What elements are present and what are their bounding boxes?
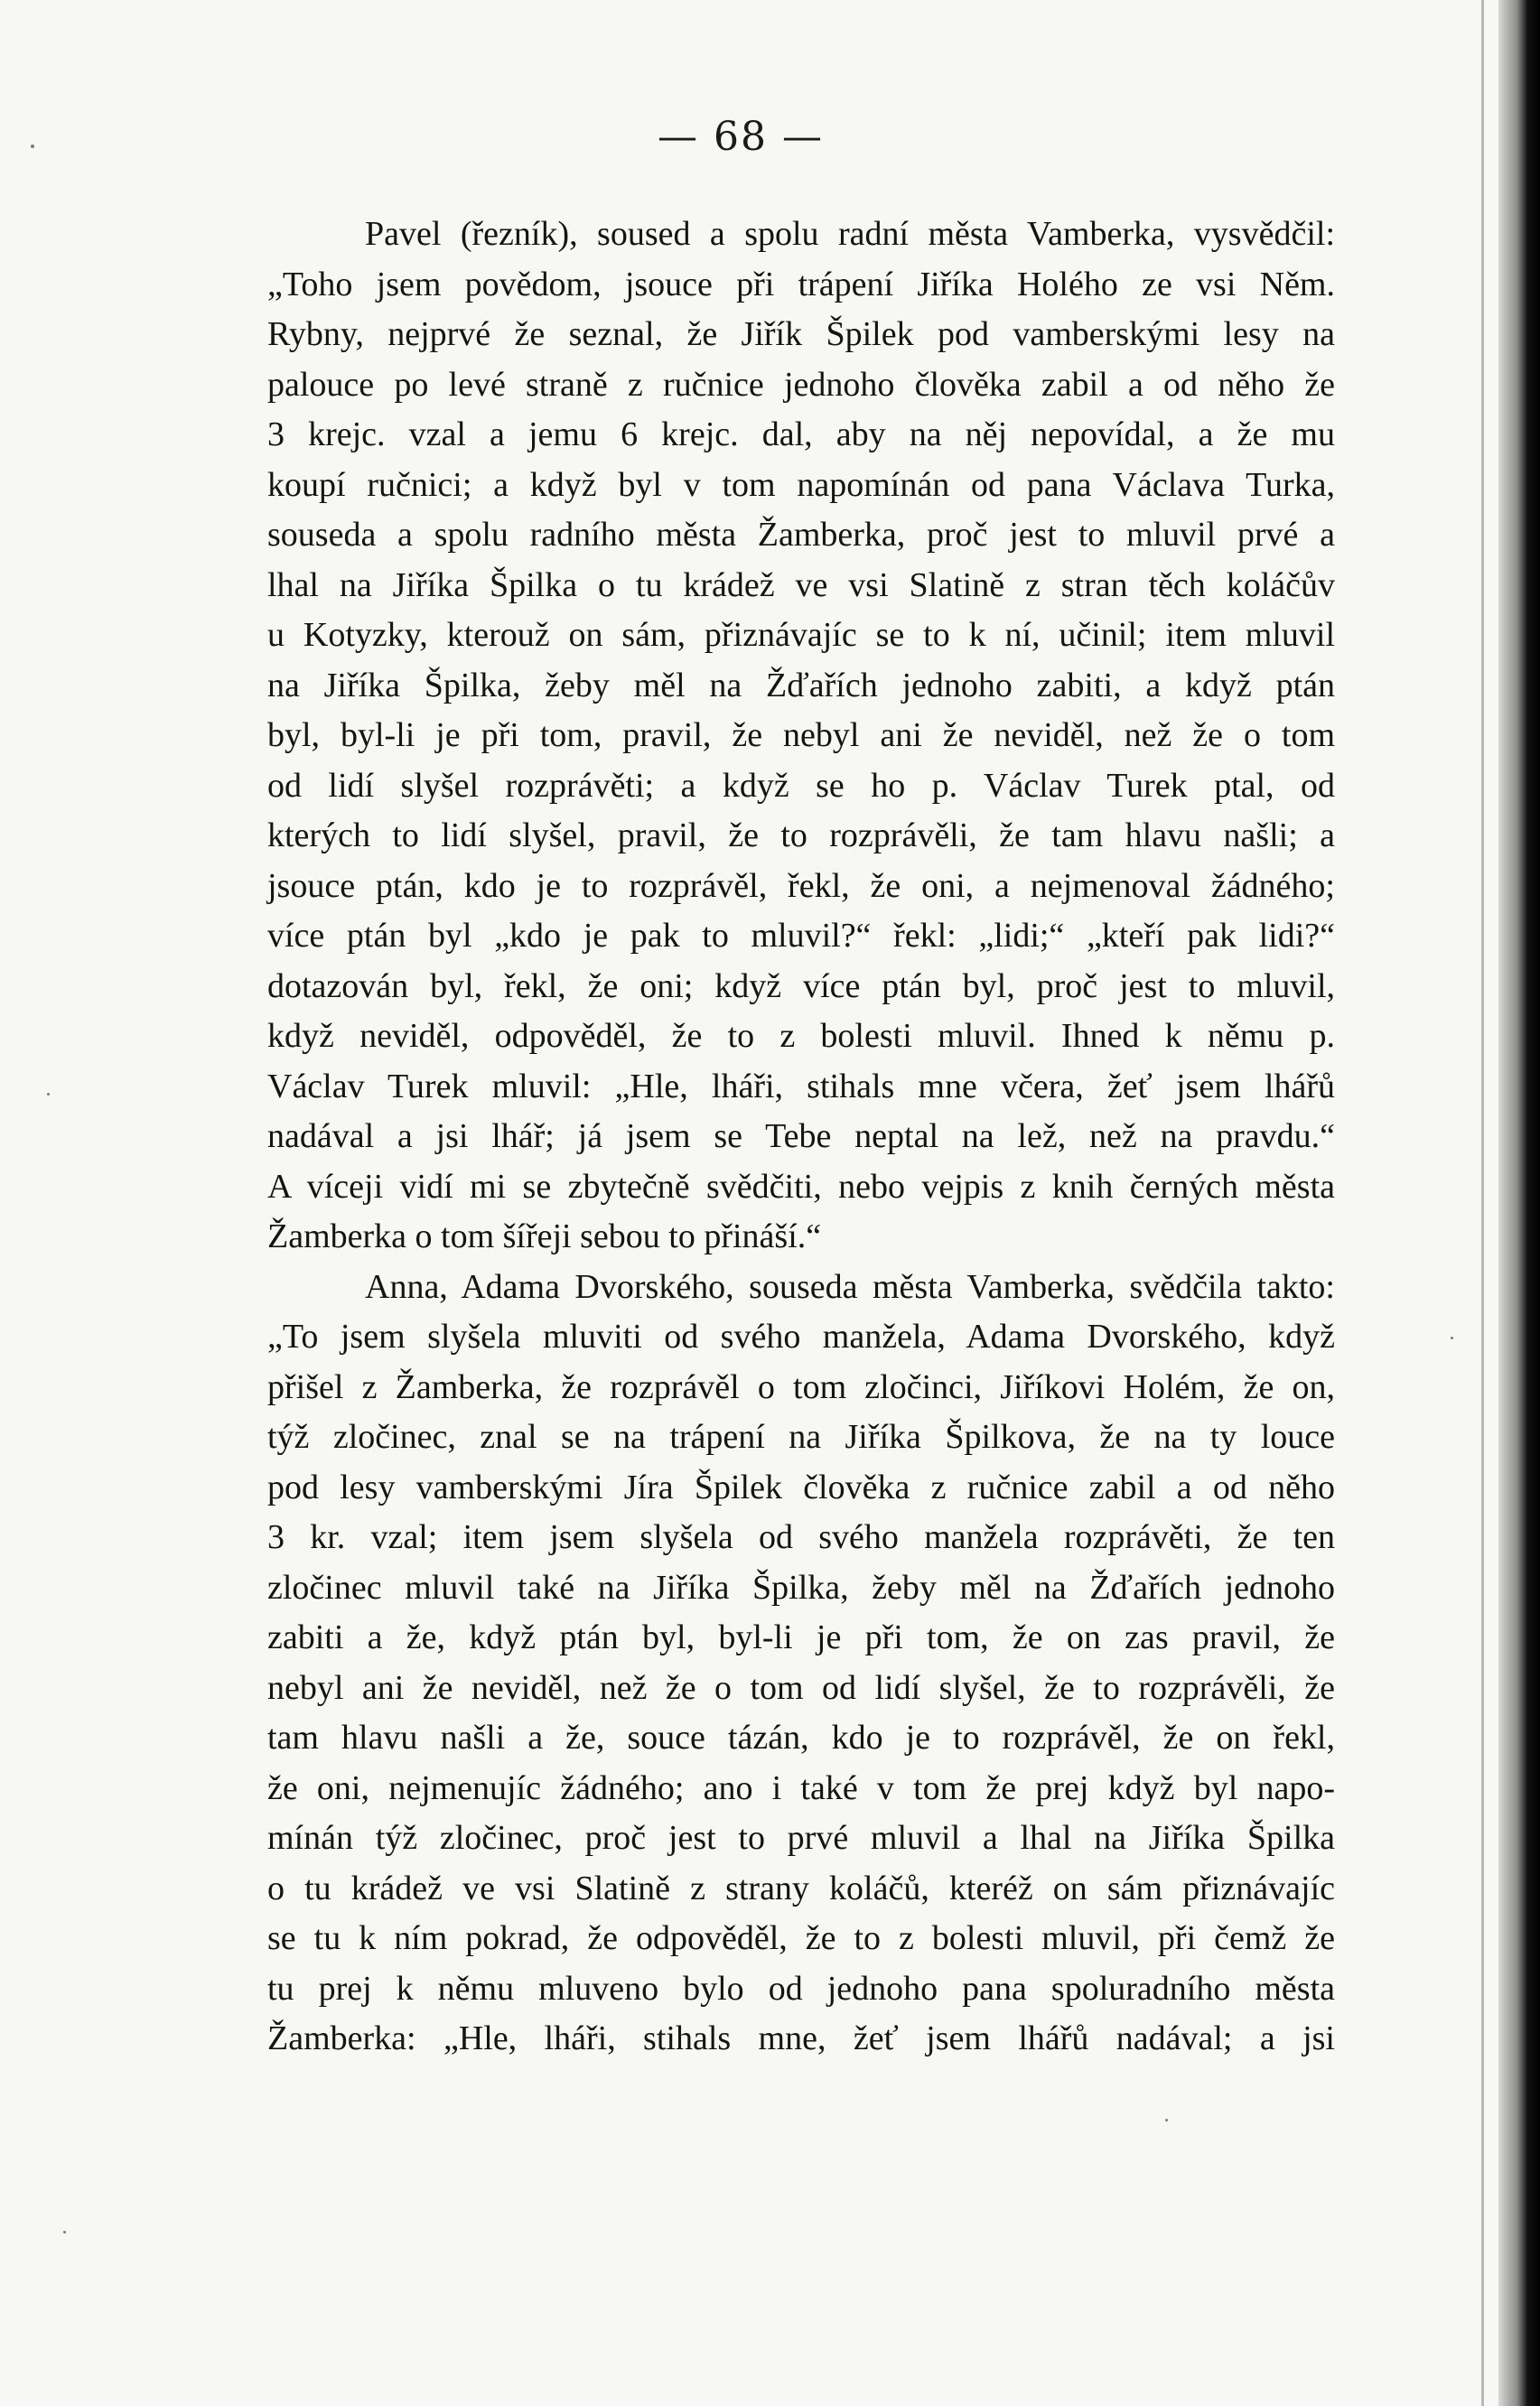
text-line: zabiti a že, když ptán byl, byl-li je při tom, že on zas pravil, že xyxy=(267,1618,1335,1656)
text-line: lhal na Jiříka Špilka o tu krádež ve vsi Slatině z stran těch koláčův xyxy=(267,565,1335,604)
paragraph-2 xyxy=(170,1263,1335,2065)
text-line: 3 krejc. vzal a jemu 6 krejc. dal, aby na něj nepovídal, a že mu xyxy=(267,415,1335,453)
body-text xyxy=(170,210,1335,2065)
text-line: Rybny, nejprvé že seznal, že Jiřík Špilek pod vamberskými lesy na xyxy=(267,315,1335,353)
text-line: palouce po levé straně z ručnice jednoho člověka zabil a od něho že xyxy=(267,365,1335,404)
text-line: byl, byl-li je při tom, pravil, že nebyl ani že neviděl, než že o tom xyxy=(267,716,1335,754)
text-line: dotazován byl, řekl, že oni; když více ptán byl, proč jest to mluvil, xyxy=(267,966,1335,1005)
text-line: zločinec mluvil také na Jiříka Špilka, žeby měl na Žďařích jednoho xyxy=(267,1568,1335,1607)
text-line: „Toho jsem povědom, jsouce při trápení Jiříka Holého ze vsi Něm. xyxy=(267,265,1335,303)
text-line: se tu k ním pokrad, že odpověděl, že to z bolesti mluvil, při čemž že xyxy=(267,1919,1335,1957)
text-line: 3 kr. vzal; item jsem slyšela od svého manžela rozprávěti, že ten xyxy=(267,1518,1335,1556)
text-line: u Kotyzky, kterouž on sám, přiznávajíc se to k ní, učinil; item mluvil xyxy=(267,616,1335,654)
text-line: nadával a jsi lhář; já jsem se Tebe neptal na lež, než na pravdu.“ xyxy=(267,1117,1335,1155)
paragraph-1 xyxy=(170,210,1335,1263)
page-edge-line xyxy=(1481,0,1484,2406)
text-line: více ptán byl „kdo je pak to mluvil?“ řekl: „lidi;“ „kteří pak lidi?“ xyxy=(267,917,1335,955)
scan-speck xyxy=(47,1093,50,1096)
text-line: A víceji vidí mi se zbytečně svědčiti, nebo vejpis z knih černých města xyxy=(267,1167,1335,1206)
text-line: Anna, Adama Dvorského, souseda města Vamberka, svědčila takto: xyxy=(365,1267,1335,1306)
text-line: Pavel (řezník), soused a spolu radní města Vamberka, vysvědčil: xyxy=(365,215,1335,253)
book-spine-shadow xyxy=(1498,0,1540,2406)
text-line: nebyl ani že neviděl, než že o tom od lidí slyšel, že to rozprávěli, že xyxy=(267,1668,1335,1707)
text-line: přišel z Žamberka, že rozprávěl o tom zločinci, Jiříkovi Holém, že on, xyxy=(267,1367,1335,1406)
text-line: mínán týž zločinec, proč jest to prvé mluvil a lhal na Jiříka Špilka xyxy=(267,1819,1335,1857)
text-line: Žamberka: „Hle, lháři, stihals mne, žeť jsem lhářů nadával; a jsi xyxy=(267,2019,1335,2057)
text-line: koupí ručnici; a když byl v tom napomínán od pana Václava Turka, xyxy=(267,465,1335,504)
text-line: Žamberka o tom šířeji sebou to přináší.“ xyxy=(267,1217,822,1255)
text-line: kterých to lidí slyšel, pravil, že to rozprávěli, že tam hlavu našli; a xyxy=(267,816,1335,854)
text-line: že oni, nejmenujíc žádného; ano i také v tom že prej když byl napo- xyxy=(267,1768,1335,1807)
text-line: „To jsem slyšela mluviti od svého manžela, Adama Dvorského, když xyxy=(267,1318,1335,1356)
text-line: tam hlavu našli a že, souce tázán, kdo je to rozprávěl, že on řekl, xyxy=(267,1719,1335,1757)
text-line: o tu krádež ve vsi Slatině z strany koláčů, kteréž on sám přiznávajíc xyxy=(267,1869,1335,1907)
text-line: tu prej k němu mluveno bylo od jednoho pana spoluradního města xyxy=(267,1969,1335,2008)
text-line: Václav Turek mluvil: „Hle, lháři, stihals mne včera, žeť jsem lhářů xyxy=(267,1067,1335,1105)
text-line: týž zločinec, znal se na trápení na Jiříka Špilkova, že na ty louce xyxy=(267,1418,1335,1456)
scan-speck xyxy=(63,2231,66,2233)
text-line: jsouce ptán, kdo je to rozprávěl, řekl, že oni, a nejmenoval žádného; xyxy=(267,866,1335,905)
text-line: od lidí slyšel rozprávěti; a když se ho p. Václav Turek ptal, od xyxy=(267,766,1335,805)
scan-speck xyxy=(1451,1337,1453,1339)
text-line: na Jiříka Špilka, žeby měl na Žďařích jednoho zabiti, a když ptán xyxy=(267,666,1335,704)
text-line: souseda a spolu radního města Žamberka, proč jest to mluvil prvé a xyxy=(267,516,1335,554)
text-line: když neviděl, odpověděl, že to z bolesti mluvil. Ihned k němu p. xyxy=(267,1017,1335,1055)
scan-speck xyxy=(1165,2119,1168,2122)
page-number: — 68 — xyxy=(658,114,824,160)
text-line: pod lesy vamberskými Jíra Špilek člověka z ručnice zabil a od něho xyxy=(267,1468,1335,1506)
